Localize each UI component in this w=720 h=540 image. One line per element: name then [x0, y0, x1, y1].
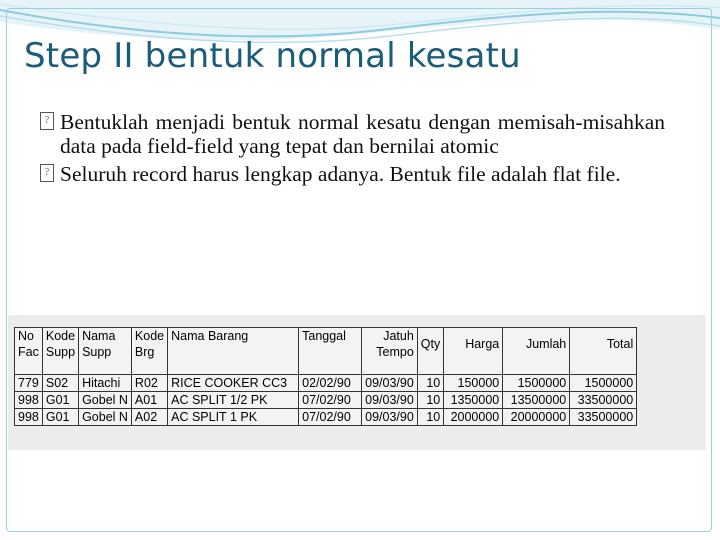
- header-nama-barang: Nama Barang: [168, 328, 299, 375]
- cell-tanggal: 07/02/90: [299, 392, 362, 409]
- table-row: [15, 409, 637, 426]
- slide-frame: [6, 8, 712, 532]
- table-row: [15, 392, 637, 409]
- header-jumlah: Jumlah: [503, 328, 570, 375]
- cell-kode-brg: A02: [131, 409, 167, 426]
- table-row: [15, 375, 637, 392]
- bullet-item: [40, 110, 665, 158]
- header-no-fac: No Fac: [15, 328, 43, 375]
- cell-kode-supp: G01: [42, 392, 78, 409]
- cell-tanggal: 02/02/90: [299, 375, 362, 392]
- cell-kode-brg: A01: [131, 392, 167, 409]
- cell-jatuh-tempo: 09/03/90: [362, 392, 418, 409]
- cell-jatuh-tempo: 09/03/90: [362, 375, 418, 392]
- cell-nama-barang: AC SPLIT 1/2 PK: [168, 392, 299, 409]
- cell-qty: 10: [417, 375, 443, 392]
- bullet-text: Bentuklah menjadi bentuk normal kesatu dengan memisah-misahkan data pada field-field yang tepat dan bernilai atomic: [60, 110, 665, 158]
- cell-harga: 150000: [444, 375, 503, 392]
- cell-tanggal: 07/02/90: [299, 409, 362, 426]
- cell-nama-supp: Gobel N: [79, 392, 132, 409]
- cell-kode-supp: G01: [42, 409, 78, 426]
- header-total: Total: [570, 328, 637, 375]
- cell-harga: 1350000: [444, 392, 503, 409]
- cell-harga: 2000000: [444, 409, 503, 426]
- cell-jumlah: 20000000: [503, 409, 570, 426]
- bullet-box-icon: ?: [40, 112, 54, 130]
- slide-title: Step II bentuk normal kesatu: [24, 36, 521, 76]
- header-nama-supp: Nama Supp: [79, 328, 132, 375]
- cell-jumlah: 1500000: [503, 375, 570, 392]
- cell-nama-supp: Hitachi: [79, 375, 132, 392]
- cell-total: 33500000: [570, 409, 637, 426]
- cell-jatuh-tempo: 09/03/90: [362, 409, 418, 426]
- bullet-text: Seluruh record harus lengkap adanya. Bentuk file adalah flat file.: [60, 162, 621, 186]
- cell-total: 33500000: [570, 392, 637, 409]
- header-jatuh-tempo: Jatuh Tempo: [362, 328, 418, 375]
- cell-kode-supp: S02: [42, 375, 78, 392]
- header-kode-supp: Kode Supp: [42, 328, 78, 375]
- cell-total: 1500000: [570, 375, 637, 392]
- cell-nama-supp: Gobel N: [79, 409, 132, 426]
- cell-qty: 10: [417, 392, 443, 409]
- table-header-row: [15, 328, 637, 375]
- header-tanggal: Tanggal: [299, 328, 362, 375]
- cell-nama-barang: AC SPLIT 1 PK: [168, 409, 299, 426]
- table-image: [8, 315, 706, 450]
- header-harga: Harga: [444, 328, 503, 375]
- cell-kode-brg: R02: [131, 375, 167, 392]
- bullet-item: [40, 162, 665, 186]
- cell-jumlah: 13500000: [503, 392, 570, 409]
- invoice-table: [14, 327, 637, 426]
- cell-no-fac: 779: [15, 375, 43, 392]
- bullet-box-icon: ?: [40, 164, 54, 182]
- cell-no-fac: 998: [15, 409, 43, 426]
- header-kode-brg: Kode Brg: [131, 328, 167, 375]
- bullet-list: [40, 110, 665, 190]
- cell-qty: 10: [417, 409, 443, 426]
- cell-nama-barang: RICE COOKER CC3: [168, 375, 299, 392]
- header-qty: Qty: [417, 328, 443, 375]
- cell-no-fac: 998: [15, 392, 43, 409]
